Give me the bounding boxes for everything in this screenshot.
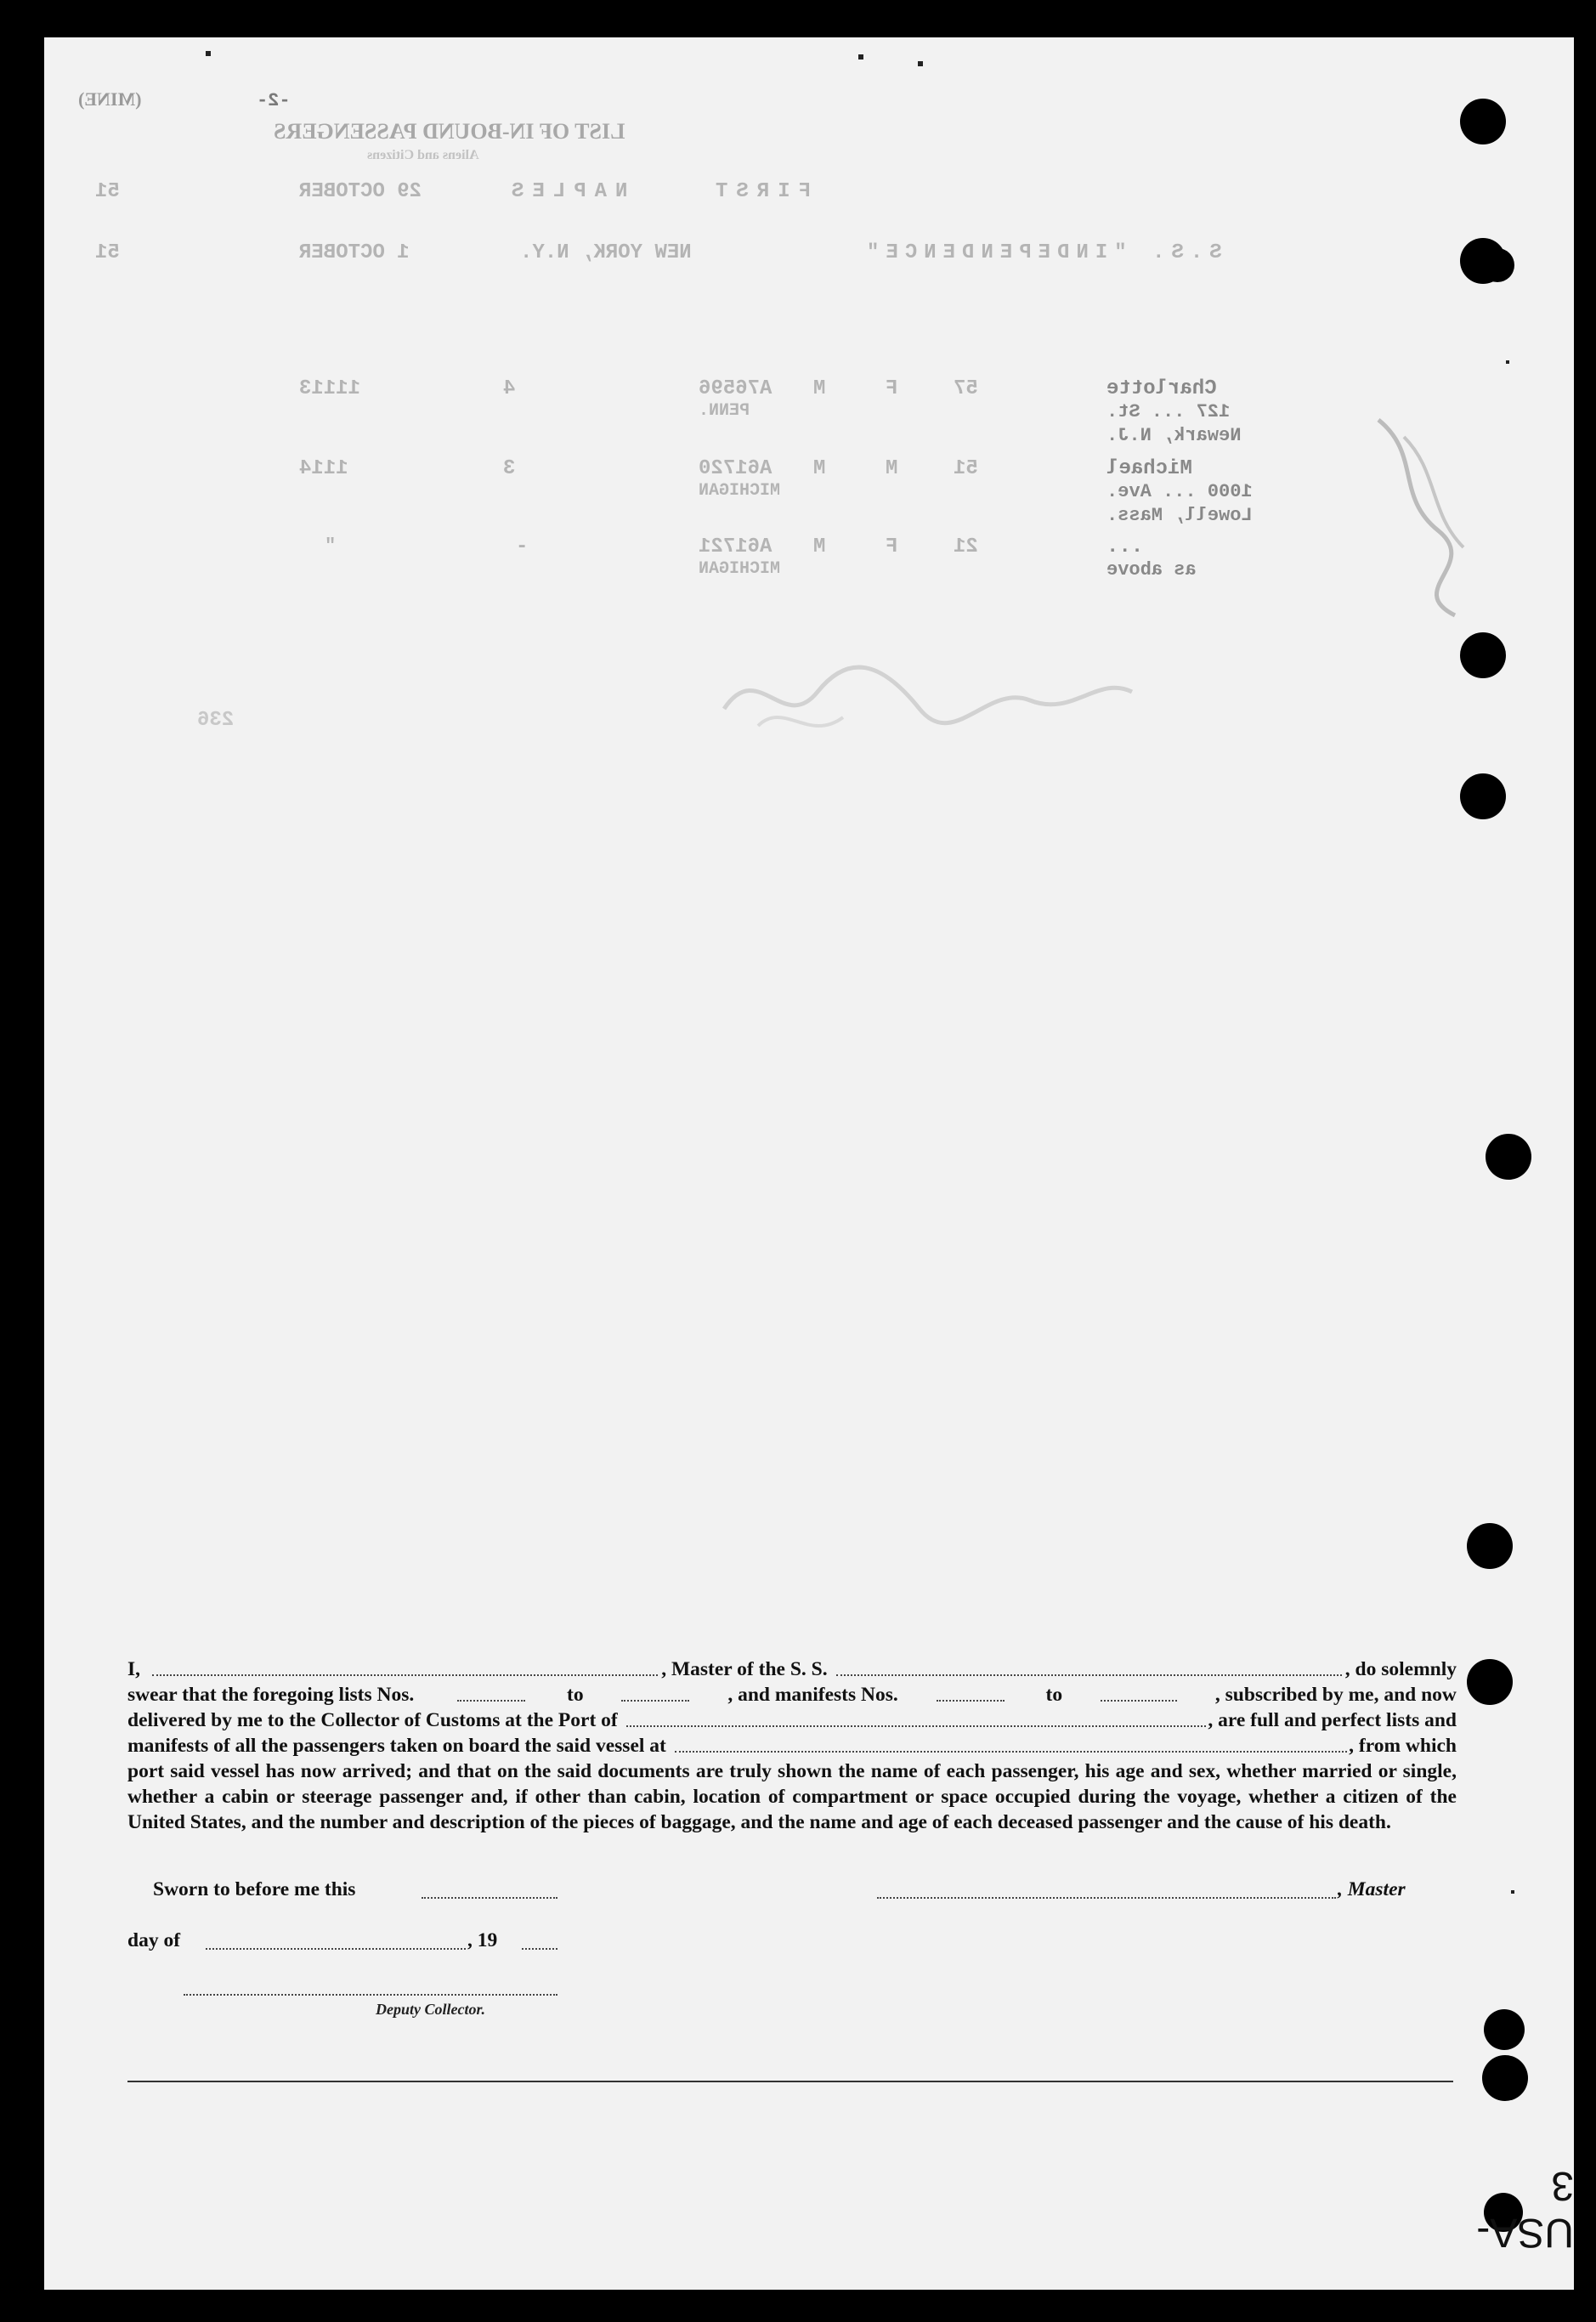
- sworn-label: Sworn to before me this: [153, 1878, 356, 1900]
- document-page: [44, 37, 1574, 2290]
- bleed-line3-ship: S.S. "INDEPENDENCE": [860, 241, 1222, 264]
- oath-i: I,: [127, 1658, 141, 1680]
- bleed-header-title: LIST OF IN-BOUND PASSENGERS: [274, 119, 625, 144]
- punch-hole: [1460, 773, 1506, 819]
- bleed-row-city: Newark, N.J.: [1106, 425, 1242, 446]
- oath-to-1: to: [567, 1684, 584, 1706]
- punch-hole: [1460, 99, 1506, 144]
- day-of-label: day of: [127, 1929, 181, 1951]
- bleed-header-sub: Aliens and Citizens: [367, 148, 479, 162]
- bleed-line2-date: 29 OCTOBER: [299, 180, 422, 203]
- speck: [206, 51, 211, 56]
- bleed-row-place: MICHIGAN: [699, 559, 781, 579]
- oath-master-of: , Master of the S. S.: [661, 1658, 828, 1680]
- punch-hole: [1467, 1659, 1513, 1705]
- manifest-to-blank[interactable]: [1101, 1682, 1177, 1702]
- bleed-row-count: -: [516, 535, 529, 558]
- month-blank[interactable]: [206, 1948, 466, 1950]
- bleed-row-city: Lowell, Mass.: [1106, 505, 1253, 526]
- margin-stamp: USA-3: [1476, 2163, 1574, 2255]
- bleed-row-num: A61720: [699, 457, 773, 480]
- bleed-header-no: -2-: [257, 90, 291, 111]
- speck: [858, 54, 863, 59]
- deputy-signature-blank[interactable]: [184, 1994, 557, 1996]
- oath-line-1: [127, 1657, 1457, 1682]
- punch-hole: [1467, 1523, 1513, 1569]
- oath-delivered: delivered by me to the Collector of Customs at the Port of: [127, 1709, 618, 1731]
- bleed-line3-port: NEW YORK, N.Y.: [520, 241, 692, 264]
- bleed-header-left: (MINE): [78, 88, 142, 110]
- list-from-blank[interactable]: [457, 1682, 525, 1702]
- master-name-blank[interactable]: [152, 1657, 658, 1676]
- bleed-line3-date: 1 OCTOBER: [299, 241, 410, 264]
- oath-do-solemnly: , do solemnly: [1344, 1658, 1457, 1680]
- bleed-row-name: Charlotte: [1106, 377, 1217, 400]
- vessel-port-blank[interactable]: [675, 1733, 1347, 1753]
- punch-hole: [1482, 2055, 1528, 2101]
- year-blank[interactable]: [522, 1948, 557, 1950]
- bleed-row-num: A76596: [699, 377, 773, 400]
- bleed-row-addr: 1000 ... Ave.: [1106, 481, 1253, 502]
- oath-rest: port said vessel has now arrived; and that on the said documents are truly shown the name of each passenger, his age and sex, whether married or single, whether a cabin or steerage passenger and, if other than cabin, location of compartment or space occupied during the voyage, whether a citizen of the United States, and the number and description of the pieces of baggage, and the name and age of each deceased passenger and the cause of his death.: [127, 1760, 1457, 1833]
- deputy-collector-label: Deputy Collector.: [376, 2001, 485, 2018]
- oath-to-2: to: [1045, 1684, 1063, 1706]
- bleed-row-count: 3: [503, 457, 516, 480]
- bleed-row-addr: as above: [1106, 559, 1197, 580]
- bleed-row-code: 11113: [299, 377, 361, 400]
- master-signature-blank[interactable]: [877, 1897, 1336, 1899]
- oath-and-manifests: , and manifests Nos.: [727, 1684, 898, 1706]
- bleed-row-ms: M: [813, 457, 826, 480]
- bleed-row-code: ": [325, 535, 337, 557]
- speck: [1506, 360, 1509, 364]
- sworn-day-blank[interactable]: [422, 1897, 557, 1899]
- punch-hole: [1484, 2009, 1525, 2050]
- bleed-row-num: A61721: [699, 535, 773, 558]
- punch-hole: [1486, 1134, 1531, 1180]
- bleed-row-sex: F: [886, 377, 898, 400]
- bleed-row-place: MICHIGAN: [699, 481, 781, 501]
- speck: [1511, 1890, 1514, 1894]
- bleed-row-age: 51: [954, 457, 978, 480]
- oath-line-4: [127, 1733, 1457, 1758]
- bleed-line3-no: 51: [95, 241, 120, 264]
- ship-name-blank[interactable]: [836, 1657, 1342, 1676]
- bottom-rule: [127, 2081, 1453, 2082]
- port-blank[interactable]: [626, 1708, 1207, 1727]
- bleed-row-age: 21: [954, 535, 978, 558]
- bleed-row-count: 4: [503, 377, 516, 400]
- bleed-row-name: Michael: [1106, 457, 1192, 480]
- bleed-line2-no: 51: [95, 180, 120, 203]
- list-to-blank[interactable]: [621, 1682, 689, 1702]
- bleed-row-sex: M: [886, 457, 898, 480]
- speck: [918, 61, 923, 66]
- oath-manifests-all: manifests of all the passengers taken on board the said vessel at: [127, 1735, 666, 1757]
- oath-are-full: , are full and perfect lists and: [1208, 1709, 1457, 1731]
- bleed-stamp-mark: 236: [197, 709, 235, 732]
- bleed-row-age: 57: [954, 377, 978, 400]
- oath-swear: swear that the foregoing lists Nos.: [127, 1684, 415, 1706]
- oath-paragraph: [127, 1657, 1457, 1835]
- bleed-row-place: PENN.: [699, 401, 750, 421]
- manifest-from-blank[interactable]: [937, 1682, 1005, 1702]
- oath-subscribed: , subscribed by me, and now: [1214, 1684, 1457, 1706]
- bleed-row-ms: M: [813, 377, 826, 400]
- bleed-line2-from: NAPLES: [503, 180, 628, 203]
- punch-hole: [1460, 632, 1506, 678]
- bleed-row-addr: 127 ... St.: [1106, 401, 1231, 422]
- master-label: , Master: [1338, 1878, 1406, 1900]
- year-label: , 19: [467, 1929, 498, 1951]
- oath-from-which: , from which: [1349, 1735, 1457, 1757]
- bleed-line2-class: FIRST: [707, 180, 812, 203]
- bleed-row-sex: F: [886, 535, 898, 558]
- bleed-row-ms: M: [813, 535, 826, 558]
- bleed-row-code: 1114: [299, 457, 348, 480]
- bleed-row-name: ...: [1106, 535, 1144, 558]
- oath-line-3: [127, 1708, 1457, 1733]
- oath-line-2: [127, 1682, 1457, 1708]
- margin-scribble: [1370, 403, 1472, 624]
- handwriting-scribble: [707, 632, 1149, 751]
- punch-hole: [1480, 248, 1514, 282]
